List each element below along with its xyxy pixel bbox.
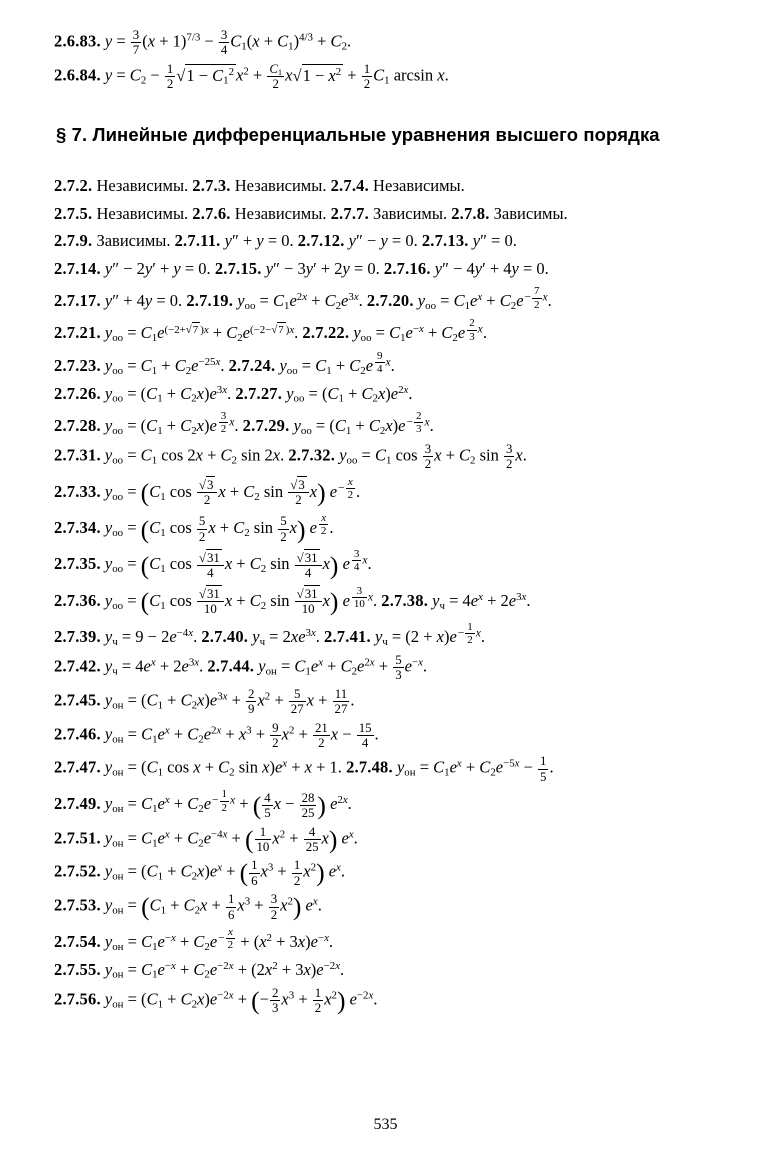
answers-section-2-6 <box>54 26 731 94</box>
answer-line: 2.7.46. $y_{он} = C_1e^x + C_2e^{2x} + x^3$ + $\frac{9}{2}$ $x^2$ + $\frac{21}{2}$ x − $\frac{15}{4}$ . <box>54 720 379 751</box>
answer-line: 2.7.31. $y_{оо} = C_1$ $\cos 2x + C_2$ sin 2x. 2.7.32. $y_{оо} = C_1$ cos $\frac{3}{2}$ $x + C_2$ sin $\frac{3}{2}$ x. <box>54 441 527 472</box>
answer-line: 2.7.5. Независимы. 2.7.6. Независимы. 2.7.7. Зависимы. 2.7.8. Зависимы. <box>54 203 568 223</box>
answer-line: 2.7.26. $y_{оо} = (C_1 + C_2x)e^{3x}$. 2.7.27. $y_{оо} = (C_1 + C_2x)e^{2x}$. <box>54 383 413 405</box>
answer-line: 2.7.36. $y_{оо} = (C_1$ cos $\frac{√31}{10}$ $x + C_2$ sin $\frac{√31}{10}$ x) e $\frac{3}{10}$ x. 2.7.38. $y_ч = 4e^x + 2e^{3x}$. <box>54 584 531 617</box>
section-heading: § 7. Линейные дифференциальные уравнения высшего порядка <box>56 123 660 145</box>
answer-line: 2.7.39. $y_ч = 9 - 2e^{-4x}$. 2.7.40. $y_ч = 2xe^{3x}$. 2.7.41. $y_ч = (2 + x)e-$ $\frac{1}{2}$ x. <box>54 620 486 648</box>
answer-line: 2.7.45. $y_{он} = (C_1 + C_2x)e^{3x}$ + $\frac{2}{9}$ $x^2$ + $\frac{5}{27}$ x + $\frac{11}{27}$ . <box>54 686 355 717</box>
answer-line: 2.7.2. Независимы. 2.7.3. Независимы. 2.7.4. Независимы. <box>54 175 465 195</box>
answer-line: 2.7.33. $y_{оо} = (C_1$ cos $\frac{√3}{2}$ $x + C_2$ sin $\frac{√3}{2}$ x) e− $\frac{x}{2}$ . <box>54 475 361 508</box>
answer-line: 2.7.42. $y_ч = 4e^x + 2e^{3x}$. 2.7.44. $y_{он} = C_1e^x + C_2e^{2x}$ + $\frac{5}{3}$ $e^{-x}$. <box>54 652 428 683</box>
answer-line: 2.7.35. $y_{оо} = (C_1$ cos $\frac{√31}{4}$ $x + C_2$ sin $\frac{√31}{4}$ x) e $\frac{3}{4}$ x. <box>54 548 372 581</box>
answer-line: 2.7.51. $y_{он} = C_1e^x + C_2e^{-4x}$ + ( $\frac{1}{10}$ $x^2$ + $\frac{4}{25}$ x) $e^x$. <box>54 824 358 854</box>
page-number: 535 <box>373 1116 398 1133</box>
answer-line: 2.7.34. $y_{оо} = (C_1$ cos $\frac{5}{2}$ $x + C_2$ sin $\frac{5}{2}$ x) e $\frac{x}{2}$ . <box>54 511 334 544</box>
answers-section-2-7 <box>54 172 731 1018</box>
answer-line: 2.7.14. y″ − 2y′ + y = 0. 2.7.15. y″ − 3y′ + 2y = 0. 2.7.16. y″ − 4y′ + 4y = 0. <box>54 259 549 279</box>
answer-line: 2.7.23. $y_{оо} = C_1 + C_2e^{-25x}$. 2.7.24. $y_{оо} = C_1 + C_2e$ $\frac{9}{4}$ x. <box>54 349 395 377</box>
answer-line: 2.7.52. $y_{он} = (C_1 + C_2x)e^x$ + ( $\frac{1}{6}$ $x^3$ + $\frac{1}{2}$ $x^2$) $e^x$. <box>54 858 345 888</box>
answer-line: 2.7.53. $y_{он} = (C_1 + C_2x$ + $\frac{1}{6}$ $x^3$ + $\frac{3}{2}$ $x^2$) $e^x$. <box>54 892 322 922</box>
answer-line: 2.6.84. $y = C_2$ − $\frac{1}{2}$ $√1 - C_1^2$ $x^2$ + $\frac{C_1}{2}$ $x√1 - x^2$ + $\frac{1}{2}$ $C_1$ arcsin x. <box>54 61 449 92</box>
answer-line: 2.7.21. $y_{оо} = C_1e^{(-2+√7 )x} + C_2e^{(-2-√7 )x}$. 2.7.22. $y_{оо} = C_1e^{-x} + C_2e$ $\frac{2}{3}$ x. <box>54 317 487 345</box>
answer-line: 2.7.28. $y_{оо} = (C_1 + C_2x)e$ $\frac{3}{2}$ x. 2.7.29. $y_{оо} = (C_1 + C_2x)e-$ $\frac{2}{3}$ x. <box>54 409 434 437</box>
answer-line: 2.7.17. y″ + 4y = 0. 2.7.19. $y_{оо} = C_1e^{2x} + C_2e^{3x}$. 2.7.20. $y_{оо} = C_1e^x + C_2e-$ $\frac{7}{2}$ x. <box>54 285 552 313</box>
answer-line: 2.7.55. $y_{он} = C_1e^{-x} + C_2e^{-2x} + (2x^2 + 3x)e^{-2x}$. <box>54 960 345 981</box>
answer-line: 2.7.54. $y_{он} = C_1e^{-x} + C_2e-$ $\frac{x}{2}$ + $(x^2 + 3x)e^{-x}$. <box>54 926 334 953</box>
answer-line: 2.7.9. Зависимы. 2.7.11. y″ + y = 0. 2.7.12. y″ − y = 0. 2.7.13. y″ = 0. <box>54 231 517 251</box>
answer-line: 2.7.49. $y_{он} = C_1e^x + C_2e-$ $\frac{1}{2}$ x + ( $\frac{4}{5}$ x − $\frac{28}{25}$ ) $e^{2x}$. <box>54 788 352 821</box>
answer-line: 2.7.47. $y_{он} = (C_1$ $\cos x + C_2$ $\sin x)e^x + x + 1$. 2.7.48. $y_{он} = C_1e^x + C_2e^{-5x}$ − $\frac{1}{5}$ . <box>54 754 554 784</box>
answer-line: 2.6.83. y = $\frac{3}{7}$ $(x + 1)^{7/3}$ − $\frac{3}{4}$ $C_1(x + C_1)^{4/3} + C_2$. <box>54 28 352 58</box>
answer-line: 2.7.56. $y_{он} = (C_1 + C_2x)e^{-2x}$ + (− $\frac{2}{3}$ $x^3$ + $\frac{1}{2}$ $x^2$) $e^{-2x}$. <box>54 986 378 1016</box>
